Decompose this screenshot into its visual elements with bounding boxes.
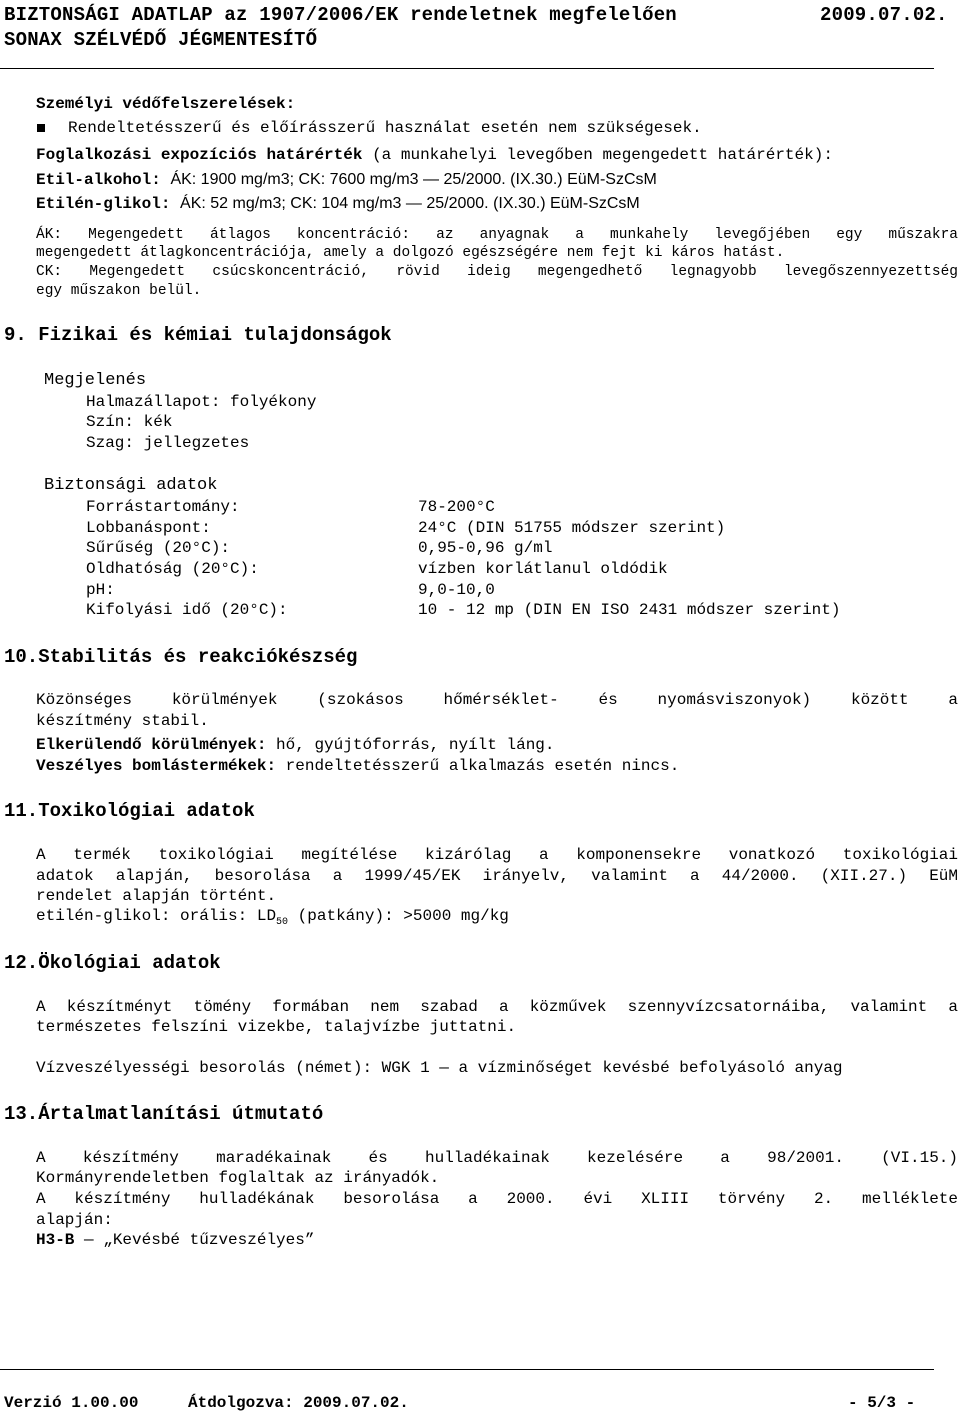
avoid-text: hő, gyújtóforrás, nyílt láng. [276, 736, 555, 754]
section-12-title: 12.Ökológiai adatok [4, 952, 221, 974]
bullet-icon [37, 124, 45, 132]
footer-version: Verzió 1.00.00 [4, 1394, 139, 1412]
ld50-prefix: etilén-glikol: orális: LD [36, 907, 277, 925]
exposure-limit-line [36, 146, 833, 164]
odor-row: Szag: jellegzetes [86, 434, 250, 452]
decomp-label: Veszélyes bomlástermékek: [36, 757, 277, 775]
header-rule [0, 68, 934, 69]
ethanol-label: Etil-alkohol: [36, 171, 161, 189]
color-row: Szín: kék [86, 413, 173, 431]
ppe-bullet-text: Rendeltetésszerű és előírásszerű használat esetén nem szükségesek. [68, 119, 702, 137]
section-11-title: 11.Toxikológiai adatok [4, 800, 255, 822]
header-date: 2009.07.02. [820, 4, 948, 26]
waste-code-text: — „Kevésbé tűzveszélyes” [84, 1231, 315, 1249]
glycol-text: ÁK: 52 mg/m3; CK: 104 mg/m3 — 25/2000. (IX.30.) EüM-SzCsM [180, 195, 640, 212]
s10-line-1: Közönséges körülmények (szokásos hőmérséklet- és nyomásviszonyok) között a [36, 691, 958, 709]
header-product: SONAX SZÉLVÉDŐ JÉGMENTESÍTŐ [4, 29, 318, 51]
ak-definition-1: ÁK: Megengedett átlagos koncentráció: az anyagnak a munkahely levegőjében egy műszakra [36, 227, 958, 243]
property-value: 24°C (DIN 51755 módszer szerint) [418, 519, 726, 537]
ld50-line [36, 907, 509, 928]
waste-code-line [36, 1231, 314, 1249]
safety-heading: Biztonsági adatok [44, 476, 218, 495]
avoid-label: Elkerülendő körülmények: [36, 736, 267, 754]
ck-definition-1: CK: Megengedett csúcskoncentráció, rövid ideig megengedhető legnagyobb levegőszennyezettség [36, 264, 958, 280]
header-title: BIZTONSÁGI ADATLAP az 1907/2006/EK rendeletnek megfelelően [4, 4, 677, 26]
waste-code-label: H3-B [36, 1231, 75, 1249]
exposure-limit-text: (a munkahelyi levegőben megengedett határérték): [372, 146, 833, 164]
avoid-line [36, 736, 555, 754]
property-value: 10 - 12 mp (DIN EN ISO 2431 módszer szerint) [418, 601, 841, 619]
glycol-line [36, 195, 640, 213]
footer-rule [0, 1369, 934, 1370]
decomp-text: rendeltetésszerű alkalmazás esetén nincs. [285, 757, 680, 775]
property-label: Lobbanáspont: [86, 519, 211, 537]
property-label: Oldhatóság (20°C): [86, 560, 259, 578]
s11-line-2: adatok alapján, besorolása a 1999/45/EK irányelv, valamint a 44/2000. (XII.27.) EüM [36, 867, 958, 885]
property-value: vízben korlátlanul oldódik [418, 560, 668, 578]
s12-line-1: A készítményt tömény formában nem szabad a közművek szennyvízcsatornáiba, valamint a [36, 998, 958, 1016]
ak-definition-2: megengedett átlagkoncentrációja, amely a dolgozó egészségére nem fejt ki káros hatást. [36, 245, 785, 261]
ck-definition-2: egy műszakon belül. [36, 283, 202, 299]
state-row: Halmazállapot: folyékony [86, 393, 317, 411]
ld50-subscript: 50 [276, 917, 289, 929]
ppe-title: Személyi védőfelszerelések: [36, 95, 296, 113]
s13-line-1: A készítmény maradékainak és hulladékainak kezelésére a 98/2001. (VI.15.) [36, 1149, 958, 1167]
section-9-title: 9. Fizikai és kémiai tulajdonságok [4, 324, 392, 346]
ethanol-text: ÁK: 1900 mg/m3; CK: 7600 mg/m3 — 25/2000. (IX.30.) EüM-SzCsM [170, 171, 657, 188]
ethanol-line [36, 171, 657, 189]
appearance-heading: Megjelenés [44, 371, 147, 390]
s11-line-1: A termék toxikológiai megítélése kizárólag a komponensekre vonatkozó toxikológiai [36, 846, 958, 864]
glycol-label: Etilén-glikol: [36, 195, 171, 213]
s12-line-3: Vízveszélyességi besorolás (német): WGK 1 — a vízminőséget kevésbé befolyásoló anyag [36, 1059, 843, 1077]
section-13-title: 13.Ártalmatlanítási útmutató [4, 1103, 324, 1125]
property-label: Sűrűség (20°C): [86, 539, 231, 557]
s13-line-3: A készítmény hulladékának besorolása a 2000. évi XLIII törvény 2. melléklete [36, 1190, 958, 1208]
property-label: Kifolyási idő (20°C): [86, 601, 288, 619]
s10-line-2: készítmény stabil. [36, 712, 209, 730]
property-label: pH: [86, 581, 115, 599]
decomp-line [36, 757, 679, 775]
property-value: 0,95-0,96 g/ml [418, 539, 553, 557]
s13-line-4: alapján: [36, 1211, 113, 1229]
section-10-title: 10.Stabilitás és reakciókészség [4, 646, 358, 668]
s13-line-2: Kormányrendeletben foglaltak az irányadók. [36, 1169, 440, 1187]
exposure-limit-label: Foglalkozási expozíciós határérték [36, 146, 363, 164]
property-value: 78-200°C [418, 498, 495, 516]
property-label: Forrástartomány: [86, 498, 240, 516]
property-value: 9,0-10,0 [418, 581, 495, 599]
footer-revised: Átdolgozva: 2009.07.02. [188, 1394, 409, 1412]
footer-page: - 5/3 - [848, 1394, 916, 1412]
s12-line-2: természetes felszíni vizekbe, talajvízbe juttatni. [36, 1018, 517, 1036]
s11-line-3: rendelet alapján történt. [36, 887, 277, 905]
ld50-suffix: (patkány): >5000 mg/kg [297, 907, 509, 925]
